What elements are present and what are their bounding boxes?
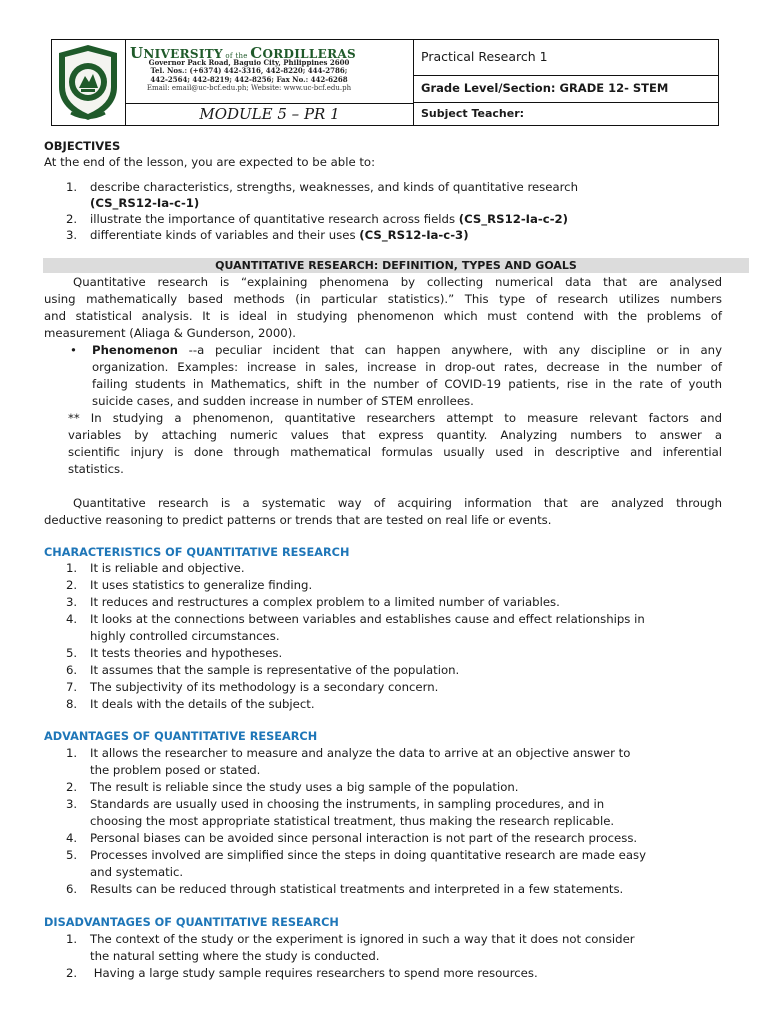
university-address: Governor Pack Road, Baguio City, Philippines 2600 Tel. Nos.: (+6374) 442-3316, 442-8220; 444-2786; 442-2564; 442-8219; 442-8256; Fax No.: 442-6268 Email: email@uc-bcf.edu.ph; Website: www.uc-bcf.edu.ph — [146, 58, 352, 93]
objective-item: 3. differentiate kinds of variables and their uses (CS_RS12-Ia-c-3) — [66, 228, 469, 242]
definition-line: measurement (Aliaga & Gunderson, 2000). — [44, 326, 296, 340]
list-item: 1. It allows the researcher to measure and analyze the data to arrive at an objective answer to — [66, 746, 631, 760]
list-item: the problem posed or stated. — [90, 763, 261, 777]
list-item: 8. It deals with the details of the subject. — [66, 697, 315, 711]
definition-line: and statistical analysis. It is ideal in studying phenomenon which must contend with the problems of — [44, 309, 722, 323]
section-title: QUANTITATIVE RESEARCH: DEFINITION, TYPES AND GOALS — [215, 259, 577, 272]
list-item: 2. It uses statistics to generalize finding. — [66, 578, 313, 592]
disadvantages-title: DISADVANTAGES OF QUANTITATIVE RESEARCH — [44, 916, 339, 929]
phenomenon-line: organization. Examples: increase in sales, increase in drop-out rates, decrease in the number of — [92, 360, 722, 374]
phenomenon-line: suicide cases, and sudden increase in number of STEM enrollees. — [92, 394, 474, 408]
list-item: 6. Results can be reduced through statistical treatments and interpreted in a few statements. — [66, 882, 624, 896]
university-name: UNIVERSITY of the CORDILLERAS — [130, 44, 356, 62]
phenomenon-line: Phenomenon --a peculiar incident that can happen anywhere, with any discipline or in any — [92, 343, 722, 357]
objective-code: (CS_RS12-Ia-c-1) — [90, 196, 200, 210]
subject-name: Practical Research 1 — [414, 40, 718, 76]
objective-item: 2. illustrate the importance of quantitative research across fields (CS_RS12-Ia-c-2) — [66, 212, 569, 226]
subject-teacher-label: Subject Teacher: — [421, 107, 525, 120]
list-item: 6. It assumes that the sample is representative of the population. — [66, 663, 460, 677]
note-line: variables by attaching numeric values that express quantity. Analyzing numbers to answer a — [68, 428, 722, 442]
list-item: 2. The result is reliable since the study uses a big sample of the population. — [66, 780, 519, 794]
list-item: 5. Processes involved are simplified since the steps in doing quantitative research are made easy — [66, 848, 647, 862]
objective-item: 1. describe characteristics, strengths, weaknesses, and kinds of quantitative research — [66, 180, 579, 194]
list-item: 4. Personal biases can be avoided since personal interaction is not part of the research process. — [66, 831, 638, 845]
list-item: 3. It reduces and restructures a complex problem to a limited number of variables. — [66, 595, 560, 609]
note-line: statistics. — [68, 462, 124, 476]
module-label: MODULE 5 – PR 1 — [125, 103, 414, 125]
list-item: the natural setting where the study is conducted. — [90, 949, 380, 963]
characteristics-title: CHARACTERISTICS OF QUANTITATIVE RESEARCH — [44, 546, 350, 559]
module-header-table — [51, 39, 719, 126]
systematic-line: deductive reasoning to predict patterns or trends that are tested on real life or events. — [44, 513, 552, 527]
list-item: choosing the most appropriate statistical treatment, thus making the research replicable. — [90, 814, 615, 828]
university-seal-icon — [55, 43, 121, 122]
list-item: 5. It tests theories and hypotheses. — [66, 646, 283, 660]
university-info-cell — [125, 40, 414, 103]
grade-level-section: Grade Level/Section: GRADE 12- STEM — [414, 76, 718, 103]
list-item: 7. The subjectivity of its methodology is a secondary concern. — [66, 680, 439, 694]
objectives-intro: At the end of the lesson, you are expected to be able to: — [44, 155, 376, 169]
list-item: highly controlled circumstances. — [90, 629, 280, 643]
definition-line: Quantitative research is “explaining phenomena by collecting numerical data that are analysed — [73, 275, 722, 289]
objectives-title: OBJECTIVES — [44, 139, 121, 153]
note-line: scientific injury is done through mathematical formulas usually used in descriptive and inferential — [68, 445, 722, 459]
list-item: 4. It looks at the connections between variables and establishes cause and effect relationships in — [66, 612, 645, 626]
list-item: and systematic. — [90, 865, 184, 879]
advantages-title: ADVANTAGES OF QUANTITATIVE RESEARCH — [44, 730, 318, 743]
list-item: 3. Standards are usually used in choosing the instruments, in sampling procedures, and in — [66, 797, 605, 811]
definition-line: using mathematically based methods (in particular statistics).” This type of research utilizes numbers — [44, 292, 722, 306]
phenomenon-line: failing students in Mathematics, shift in the number of COVID-19 patients, rise in the rate of youth — [92, 377, 722, 391]
list-item: 1. The context of the study or the experiment is ignored in such a way that it does not consider — [66, 932, 635, 946]
list-item: 2. Having a large study sample requires researchers to spend more resources. — [66, 966, 538, 980]
list-item: 1. It is reliable and objective. — [66, 561, 245, 575]
bullet-icon: • — [70, 343, 77, 357]
note-line: ** In studying a phenomenon, quantitative researchers attempt to measure relevant factors and — [68, 411, 722, 425]
systematic-line: Quantitative research is a systematic way of acquiring information that are analyzed through — [73, 496, 722, 510]
